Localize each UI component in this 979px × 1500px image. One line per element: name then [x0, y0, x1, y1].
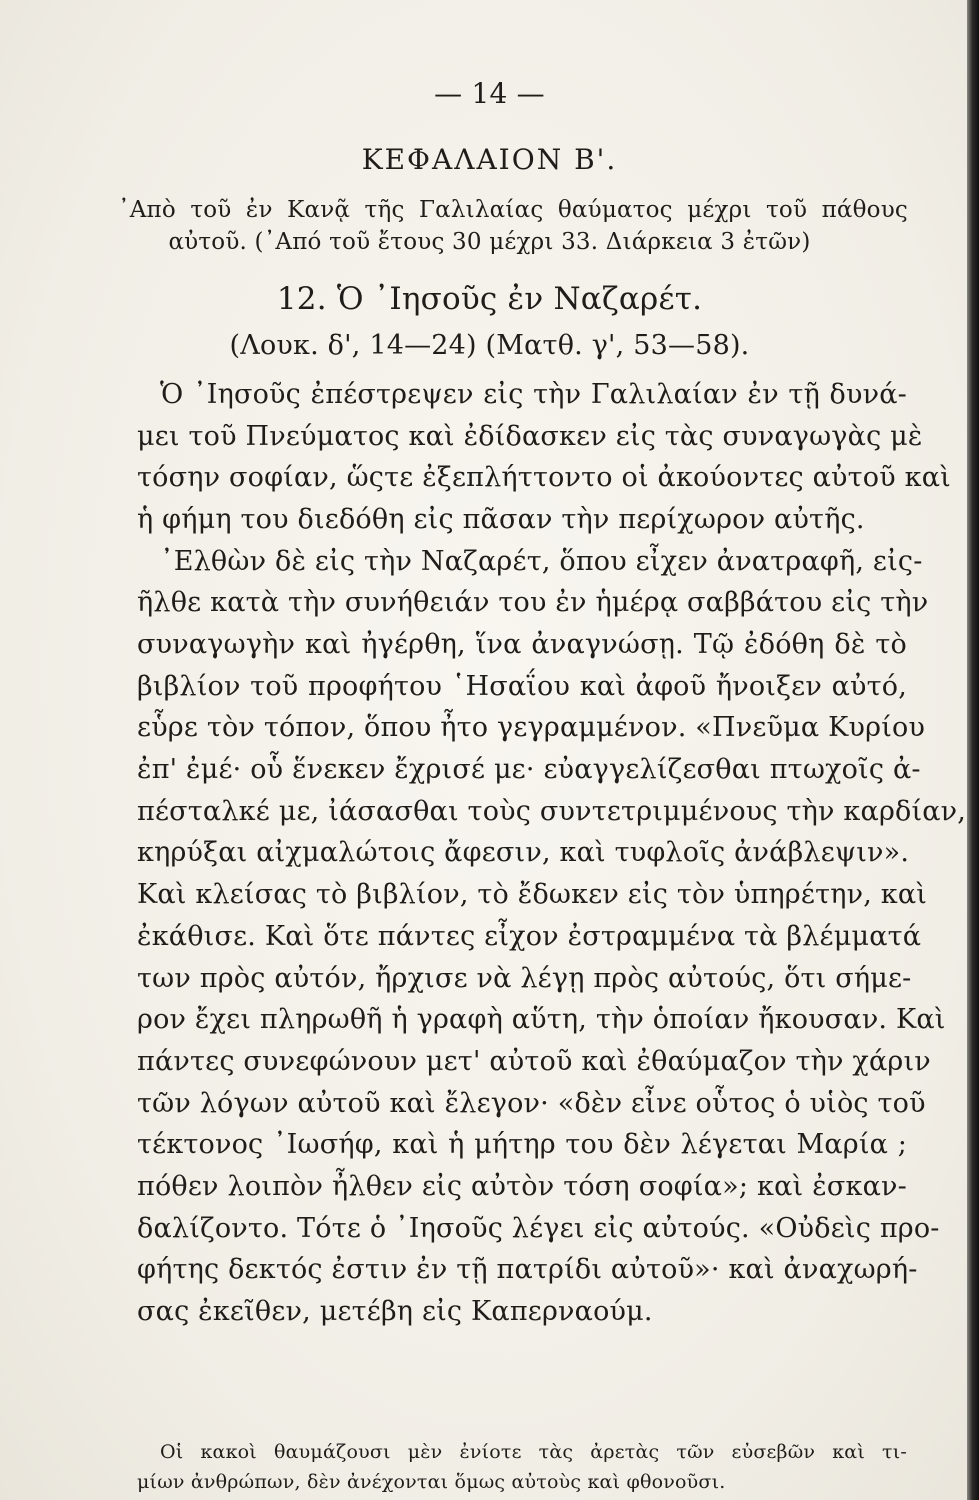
chapter-title: ΚΕΦΑΛΑΙΟΝ Β'. — [361, 143, 618, 176]
section-title: 12. Ὁ ᾿Ιησοῦς ἐν Ναζαρέτ. — [276, 281, 703, 317]
paragraph-1-line-2: μει τοῦ Πνεύματος καὶ ἐδίδασκεν εἰς τὰς συναγωγὰς μὲ — [137, 421, 923, 452]
page-number: — 14 — — [434, 77, 545, 110]
paragraph-2-line-2: ῆλθε κατὰ τὴν συνήθειάν του ἐν ἡμέρᾳ σαββάτου εἰς τὴν — [137, 587, 929, 618]
paragraph-2-line-4: βιβλίον τοῦ προφήτου ῾Ησαΐου καὶ ἀφοῦ ἤνοιξεν αὐτό, — [137, 671, 907, 702]
paragraph-2-line-14: τῶν λόγων αὐτοῦ καὶ ἔλεγον· «δὲν εἶνε οὗτος ὁ υἱὸς τοῦ — [137, 1088, 926, 1119]
paragraph-2-line-5: εὗρε τὸν τόπον, ὅπου ἦτο γεγραμμένον. «Πνεῦμα Κυρίου — [137, 712, 926, 743]
paragraph-1-line-4: ἡ φήμη του διεδόθη εἰς πᾶσαν τὴν περίχωρον αὐτῆς. — [137, 504, 865, 535]
paragraph-2-line-12: ρον ἔχει πληρωθῆ ἡ γραφὴ αὕτη, τὴν ὁποίαν ἤκουσαν. Καὶ — [137, 1004, 946, 1035]
paragraph-2-line-3: συναγωγὴν καὶ ἠγέρθη, ἵνα ἀναγνώσῃ. Τῷ ἐδόθη δὲ τὸ — [137, 629, 907, 660]
paragraph-1-line-1: Ὁ ᾿Ιησοῦς ἐπέστρεψεν εἰς τὴν Γαλιλαίαν ἐν τῇ δυνά- — [160, 379, 907, 410]
paragraph-2-line-7: πέσταλκέ με, ἰάσασθαι τοὺς συντετριμμένους τὴν καρδίαν, — [137, 796, 967, 827]
paragraph-2-line-10: ἐκάθισε. Καὶ ὅτε πάντες εἶχον ἐστραμμένα τὰ βλέμματά — [137, 921, 922, 952]
paragraph-2-line-16: πόθεν λοιπὸν ἦλθεν εἰς αὐτὸν τόση σοφία»; καὶ ἐσκαν- — [137, 1171, 907, 1202]
paragraph-2-line-18: φήτης δεκτός ἐστιν ἐν τῇ πατρίδι αὐτοῦ»· καὶ ἀναχωρή- — [137, 1254, 918, 1285]
footnote-line-1: Οἱ κακοὶ θαυμάζουσι μὲν ἐνίοτε τὰς ἀρετὰς τῶν εὐσεβῶν καὶ τι- — [160, 1441, 907, 1463]
chapter-subtitle-line-2: αὐτοῦ. (᾿Από τοῦ ἔτους 30 μέχρι 33. Διάρκεια 3 ἐτῶν) — [168, 229, 811, 255]
paragraph-2-line-11: των πρὸς αὐτόν, ἤρχισε νὰ λέγῃ πρὸς αὐτούς, ὅτι σήμε- — [137, 963, 912, 994]
paragraph-1-line-3: τόσην σοφίαν, ὥςτε ἐξεπλήττοντο οἱ ἀκούοντες αὐτοῦ καὶ — [137, 462, 951, 493]
paragraph-2-line-13: πάντες συνεφώνουν μετ' αὐτοῦ καὶ ἐθαύμαζον τὴν χάριν — [137, 1046, 931, 1077]
paragraph-2-line-1: ᾿Ελθὼν δὲ εἰς τὴν Ναζαρέτ, ὅπου εἶχεν ἀνατραφῆ, εἰς- — [160, 546, 923, 577]
scripture-reference: (Λουκ. δ', 14—24) (Ματθ. γ', 53—58). — [229, 330, 750, 361]
paragraph-2-line-9: Καὶ κλείσας τὸ βιβλίον, τὸ ἔδωκεν εἰς τὸν ὑπηρέτην, καὶ — [137, 879, 928, 910]
paragraph-2-line-6: ἐπ' ἐμέ· οὗ ἕνεκεν ἔχρισέ με· εὐαγγελίζεσθαι πτωχοῖς ἀ- — [137, 754, 921, 785]
paragraph-2-line-17: δαλίζοντο. Τότε ὁ ᾿Ιησοῦς λέγει εἰς αὐτούς. «Οὐδεὶς προ- — [137, 1213, 940, 1244]
paragraph-2-line-19: σας ἐκεῖθεν, μετέβη εἰς Καπερναούμ. — [137, 1296, 653, 1327]
paragraph-2-line-15: τέκτονος ᾿Ιωσήφ, καὶ ἡ μήτηρ του δὲν λέγεται Μαρία ; — [137, 1129, 907, 1160]
footnote-line-2: μίων ἀνθρώπων, δὲν ἀνέχονται ὅμως αὐτοὺς καὶ φθονοῦσι. — [137, 1471, 726, 1493]
paragraph-2-line-8: κηρύξαι αἰχμαλώτοις ἄφεσιν, καὶ τυφλοῖς ἀνάβλεψιν». — [137, 837, 910, 868]
chapter-subtitle-line-1: ᾿Απὸ τοῦ ἐν Κανᾷ τῆς Γαλιλαίας θαύματος μέχρι τοῦ πάθους — [118, 197, 908, 223]
page-edge-shadow — [967, 0, 979, 1500]
